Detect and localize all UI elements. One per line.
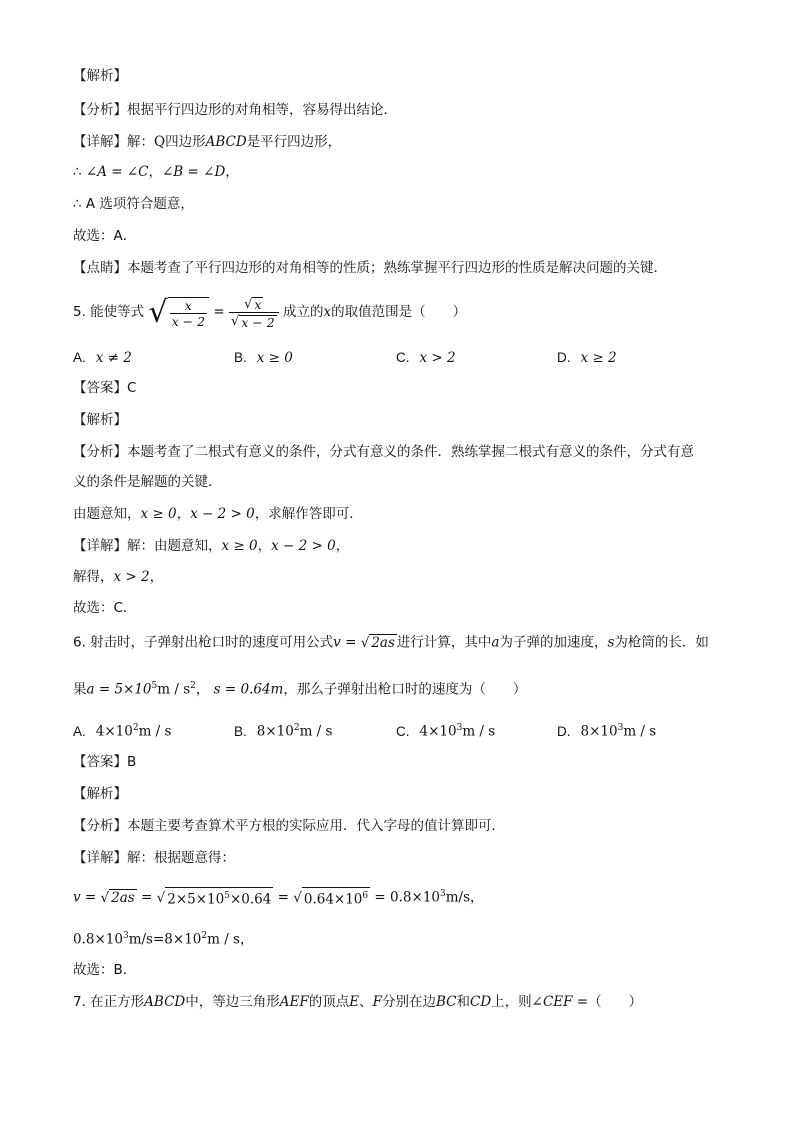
q5-frac2: $\frac{√ x}{√ x - 2}$ [229,295,279,329]
q5-suffix: 成立的 [282,304,324,320]
angle-eq-2: ∠B = ∠D [162,164,226,180]
q5-xiangjie: 【详解】解：由题意知，x ≥ 0，x − 2 > 0， [73,538,350,554]
xiangjie-prefix: 【详解】解： [73,134,154,150]
q7-stem: 7. 在正方形ABCD中，等边三角形AEF的顶点E、F分别在边BC和CD上，则∠CEF =（ ） [73,994,643,1010]
q5-frac1: $\frac{x}{x - 2}$ [171,297,206,329]
because-symbol: Q [154,134,166,150]
q5-fenxi-1: 【分析】本题考查了二根式有意义的条件，分式有意义的条件．熟练掌握二根式有意义的条件，分式有意 [73,444,694,460]
q5-sqrt-frac: √ $\frac{x}{x - 2}$ [148,292,209,332]
xiangjie-text: 四边形 [165,134,206,150]
guxuan-line: 故选：A． [73,228,137,244]
angle-sep: ， [148,164,162,180]
q5-fenxi-2: 义的条件是解题的关键． [73,474,222,490]
q6-answer: 【答案】B [73,754,137,770]
q5-eq: = [213,304,225,320]
q6-fenxi: 【分析】本题主要考查算术平方根的实际应用．代入字母的值计算即可． [73,818,505,834]
therefore-symbol: ∴ [73,164,82,180]
q6-guxuan: 故选：B． [73,962,137,978]
angle-eq-1: ∠A = ∠C [85,164,149,180]
dianjing-line: 【点睛】本题考查了平行四边形的对角相等的性质；熟练掌握平行四边形的性质是解决问题的关键． [73,260,667,276]
q5-option-b[interactable]: B. x ≥ 0 [234,350,293,366]
q5-stem [73,292,466,332]
q6-conversion-line: $0.8\times 10^3m/s=8\times 10^2m / s$， [73,931,254,948]
q6-option-c[interactable]: C. $4\times 10^3m / s$ [396,723,496,740]
q5-answer: 【答案】C [73,380,137,396]
q5-jiede: 解得，x > 2， [73,569,164,585]
q6-option-d[interactable]: D. $8\times 10^3m / s$ [557,723,657,740]
xiangjie-line [73,132,341,152]
q5-option-a[interactable]: A. x ≠ 2 [73,350,132,366]
q6-stem-2: 果$a = 5\times 10^5m / s^2$， s = 0.64m，那么子弹射出枪口时的速度为（ ） [73,681,527,698]
xiangjie-suffix: 是平行四边形， [246,134,342,150]
q6-option-b[interactable]: B. $8\times 10^2m / s$ [234,723,333,740]
q6-option-a[interactable]: A. $4\times 10^2m / s$ [73,723,172,740]
fenxi-line: 【分析】根据平行四边形的对角相等，容易得出结论． [73,102,397,118]
q5-prefix: 5. 能使等式 [73,304,145,320]
abcd-label: ABCD [205,134,247,150]
q6-jiexi: 【解析】 [73,786,127,802]
q5-guxuan: 故选：C． [73,600,137,616]
angle-end: ， [225,164,239,180]
q6-stem-1: 6. 射击时，子弹射出枪口时的速度可用公式v = √ 2as 进行计算，其中a为子弹的加速度，s为枪筒的长．如 [73,634,709,651]
q5-option-d[interactable]: D. x ≥ 2 [557,350,617,366]
q5-option-c[interactable]: C. x > 2 [396,350,456,366]
q5-jiexi: 【解析】 [73,412,127,428]
jiexi-heading: 【解析】 [73,68,127,84]
angle-equality-line [73,162,239,182]
q6-calc-line: v = √ 2as = √ $2\times 5\times 10^5\times 0.64$ = √ $0.64\times 10^6 = 0.8\times 10^3m/s$， [73,889,484,908]
q5-var: x [323,304,332,320]
q5-suffix2: 的取值范围是（ ） [331,304,467,320]
q6-xiangjie: 【详解】解：根据题意得： [73,850,235,866]
conclusion-line: ∴ A 选项符合题意， [73,196,194,212]
q5-condition-line: 由题意知，x ≥ 0，x − 2 > 0，求解作答即可． [73,506,363,522]
